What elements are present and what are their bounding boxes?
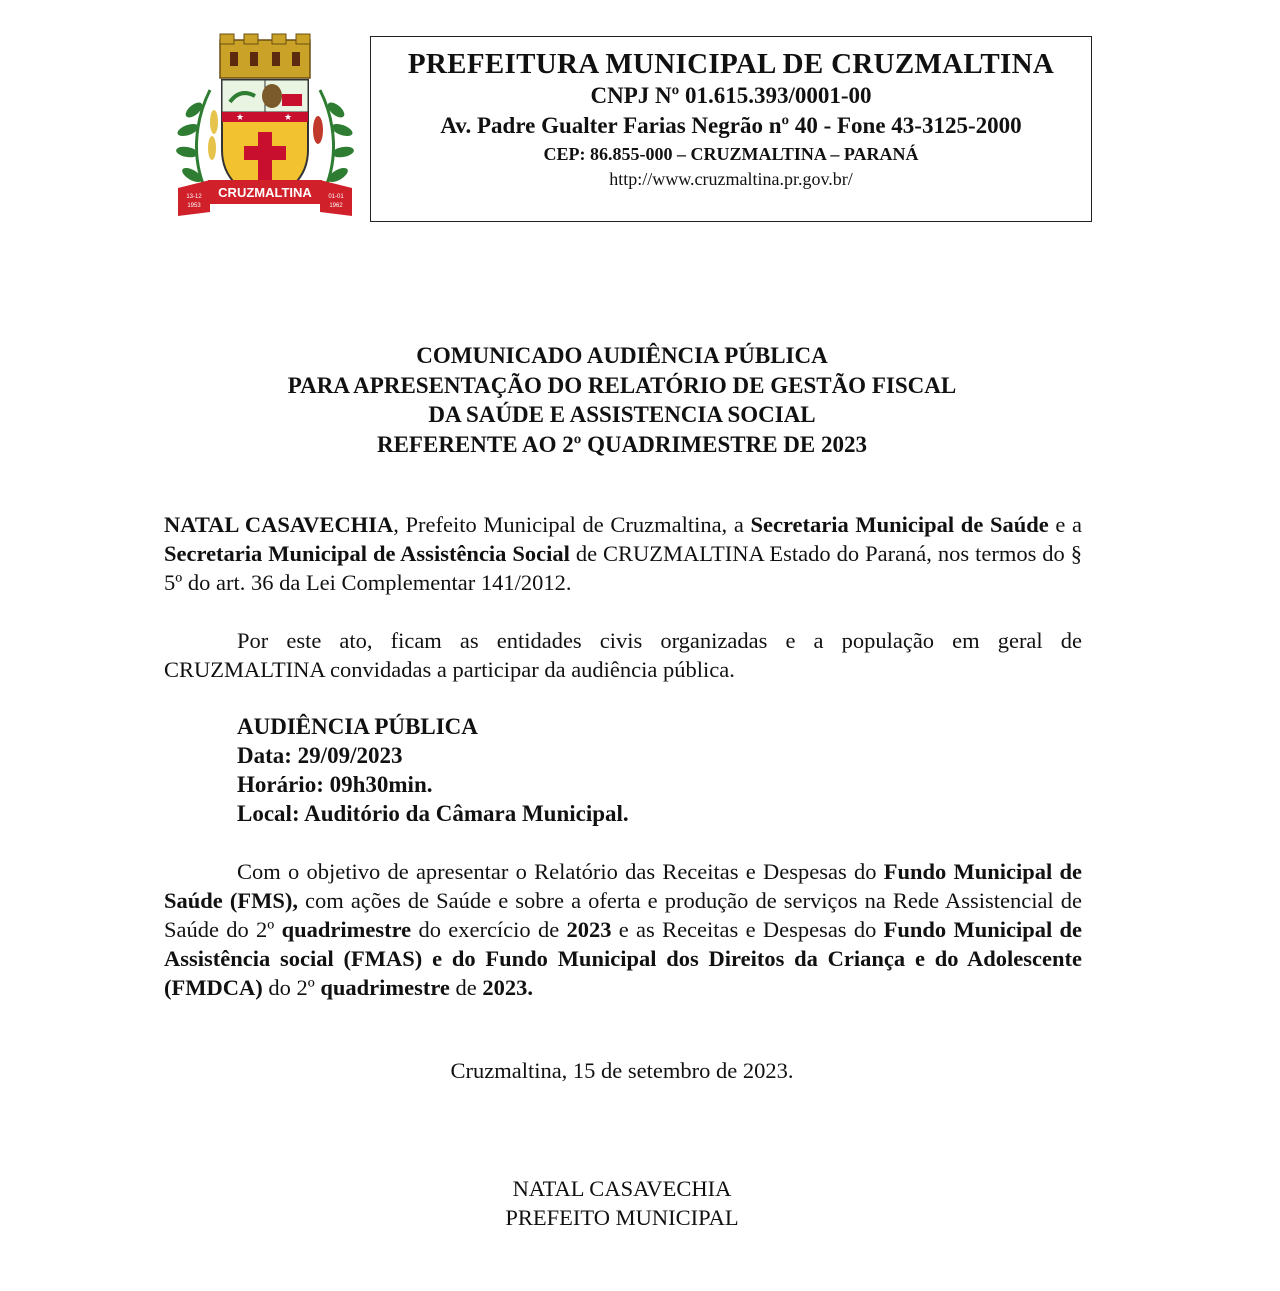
signatory-name: NATAL CASAVECHIA (512, 1176, 732, 1201)
title-line: REFERENTE AO 2º QUADRIMESTRE DE 2023 (376, 431, 868, 457)
svg-text:01-01: 01-01 (328, 194, 344, 200)
place-and-date: Cruzmaltina, 15 de setembro de 2023. (450, 1058, 794, 1083)
document-title (150, 341, 1094, 459)
svg-text:★: ★ (284, 113, 293, 123)
svg-text:13-12: 13-12 (186, 194, 202, 200)
hearing-details (237, 712, 629, 828)
municipal-coat-of-arms (170, 30, 360, 225)
address: Av. Padre Gualter Farias Negrão nº 40 - Fone 43-3125-2000 (440, 113, 1022, 138)
hearing-heading: AUDIÊNCIA PÚBLICA (237, 714, 478, 739)
cnpj: CNPJ Nº 01.615.393/0001-00 (590, 83, 872, 108)
signature-block (150, 1174, 1094, 1232)
title-line: PARA APRESENTAÇÃO DO RELATÓRIO DE GESTÃO FISCAL (287, 372, 957, 398)
website-url: http://www.cruzmaltina.pr.gov.br/ (609, 169, 853, 189)
signatory-role: PREFEITO MUNICIPAL (505, 1205, 739, 1230)
title-line: DA SAÚDE E ASSISTENCIA SOCIAL (428, 402, 816, 427)
hearing-date: Data: 29/09/2023 (237, 743, 403, 768)
paragraph-objective: Com o objetivo de apresentar o Relatório das Receitas e Despesas do Fundo Municipal de Saúde (FMS), com ações de Saúde e sobre a oferta e produção de serviços na Rede Assistencial de Saúde do 2º quadrimestre do exercício de 2023 e as Receitas e Despesas do Fundo Municipal de Assistência social (FMAS) e do Fundo Municipal dos Direitos da Criança e do Adolescente (FMDCA) do 2º quadrimestre de 2023. (164, 859, 1083, 1000)
svg-text:1962: 1962 (329, 203, 343, 209)
cep: CEP: 86.855-000 – CRUZMALTINA – PARANÁ (543, 144, 919, 164)
institution-name: PREFEITURA MUNICIPAL DE CRUZMALTINA (407, 48, 1055, 80)
hearing-time: Horário: 09h30min. (237, 772, 433, 797)
crest-banner (178, 180, 352, 216)
right-branch-icon (313, 90, 355, 195)
left-branch-icon (175, 90, 218, 195)
hearing-location: Local: Auditório da Câmara Municipal. (237, 801, 629, 826)
svg-text:1953: 1953 (187, 203, 201, 209)
crown-icon (220, 34, 310, 78)
letterhead-box (370, 36, 1092, 222)
paragraph-invitation: Por este ato, ficam as entidades civis organizadas e a população em geral de CRUZMALTINA convidadas a participar da audiência pública. (164, 628, 1082, 682)
crest-label: CRUZMALTINA (218, 185, 312, 200)
svg-text:★: ★ (236, 113, 245, 123)
title-line: COMUNICADO AUDIÊNCIA PÚBLICA (416, 343, 828, 368)
paragraph-intro: NATAL CASAVECHIA, Prefeito Municipal de Cruzmaltina, a Secretaria Municipal de Saúde e a Secretaria Municipal de Assistência Social de CRUZMALTINA Estado do Paraná, nos termos do § 5º do art. 36 da Lei Complementar 141/2012. (164, 512, 1082, 595)
